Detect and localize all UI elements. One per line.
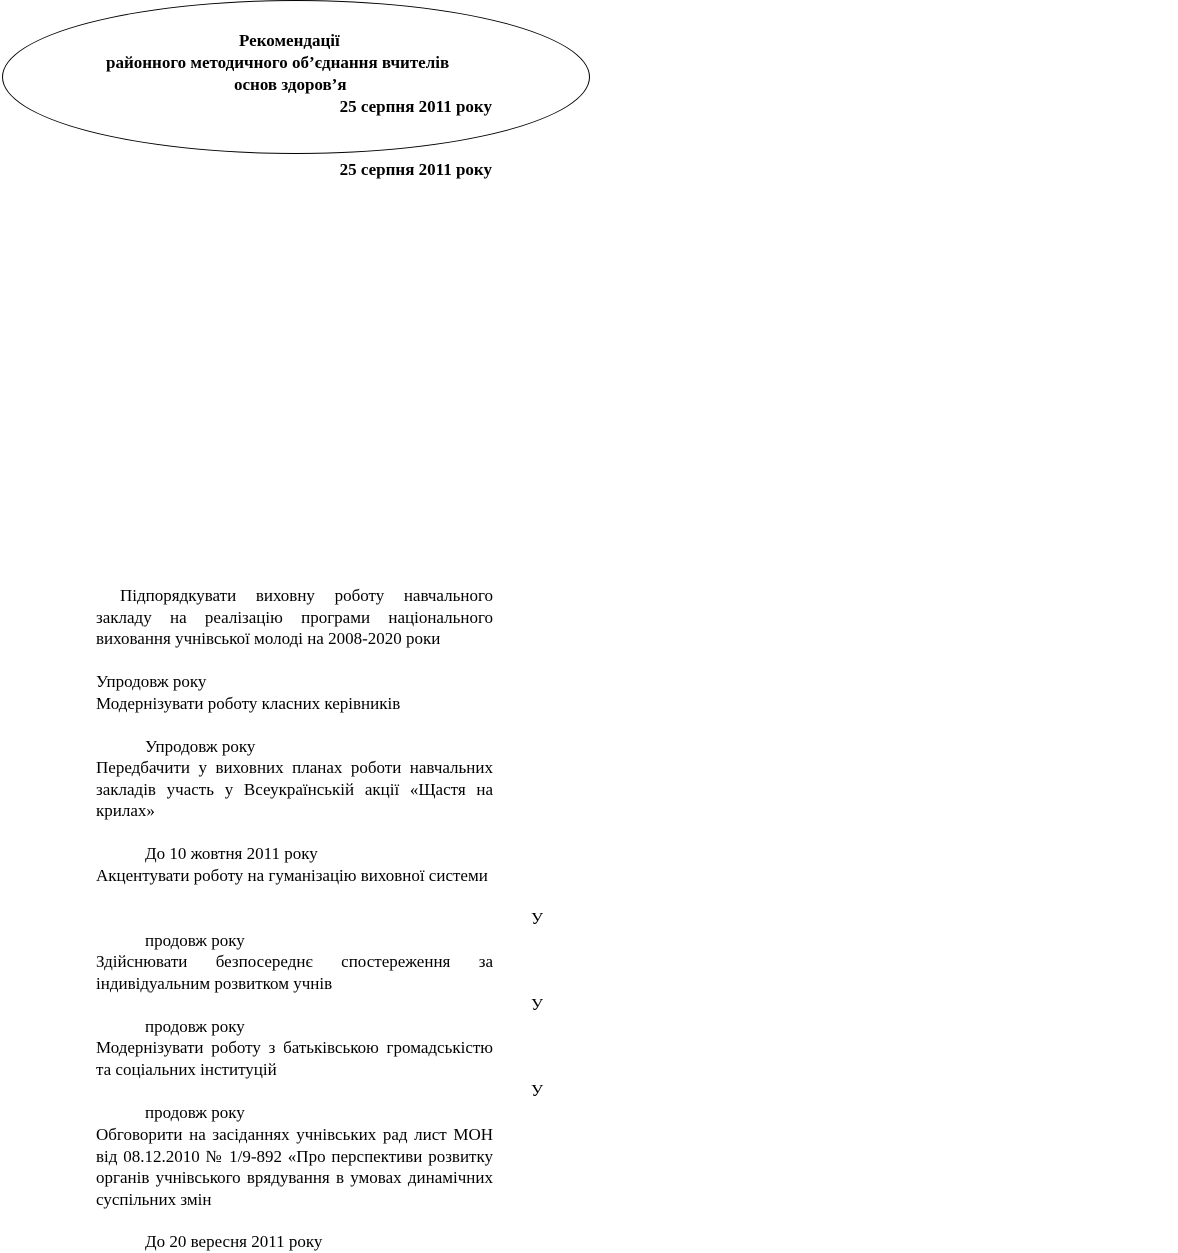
recommendation-text-3: Передбачити у виховних планах роботи навчальних закладів участь у Всеукраїнській акції «Щастя на крилах» xyxy=(96,758,493,820)
document-subtitle: районного методичного об’єднання вчителів xyxy=(106,53,450,72)
date-in-ellipse: 25 серпня 2011 року xyxy=(339,97,492,116)
recommendation-text-4: Акцентувати роботу на гуманізацію виховної системи xyxy=(96,866,488,885)
side-letter-5: У xyxy=(531,995,544,1014)
recommendation-text-5: Здійснювати безпосереднє спостереження за індивідуальним розвитком учнів xyxy=(96,952,493,993)
recommendation-text-2: Модернізувати роботу класних керівників xyxy=(96,694,401,713)
document-subject: основ здоров’я xyxy=(234,75,347,94)
recommendation-term-4: продовж року xyxy=(145,931,245,950)
recommendation-term-6: продовж року xyxy=(145,1103,245,1122)
side-letter-4: У xyxy=(531,909,544,928)
recommendation-term-3: До 10 жовтня 2011 року xyxy=(145,844,318,863)
recommendation-term-1: Упродовж року xyxy=(96,672,207,691)
recommendation-term-2: Упродовж року xyxy=(145,737,256,756)
recommendation-term-5: продовж року xyxy=(145,1017,245,1036)
recommendation-term-7: До 20 вересня 2011 року xyxy=(145,1232,323,1251)
recommendation-text-1: Підпорядкувати виховну роботу навчального закладу на реалізацію програми національного виховання учнівської молоді на 2008-2020 роки xyxy=(96,586,493,648)
date-below-ellipse: 25 серпня 2011 року xyxy=(339,160,492,179)
recommendation-text-6: Модернізувати роботу з батьківською громадськістю та соціальних інституцій xyxy=(96,1038,493,1079)
side-letter-6: У xyxy=(531,1081,544,1100)
recommendation-text-7: Обговорити на засіданнях учнівських рад лист МОН від 08.12.2010 № 1/9-892 «Про перспективи розвитку органів учнівського врядування в умовах динамічних суспільних змін xyxy=(96,1125,493,1209)
document-title: Рекомендації xyxy=(239,31,340,50)
